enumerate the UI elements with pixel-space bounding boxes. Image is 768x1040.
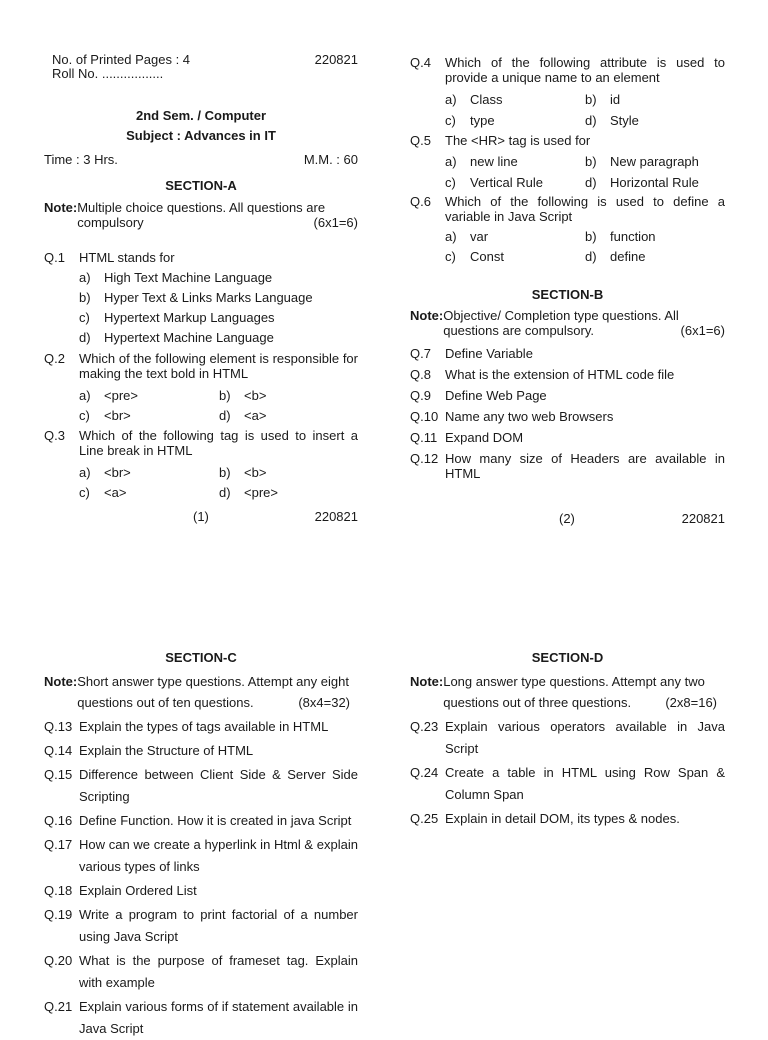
paper-code: 220821 — [681, 511, 725, 526]
question-text: The <HR> tag is used for — [445, 133, 591, 148]
question-q18: Q.18 Explain Ordered List — [44, 883, 197, 898]
roll-no: Roll No. ................. — [52, 66, 164, 81]
option: c) <a> — [79, 485, 127, 500]
q4-options — [410, 89, 725, 131]
note-text: Objective/ Completion type questions. All — [443, 308, 679, 323]
note-label: Note: — [410, 308, 444, 323]
header-row — [44, 53, 358, 67]
question-text: Which of the following is used to define a variable in Java Script — [445, 194, 725, 224]
option: d) <pre> — [219, 485, 278, 500]
time: Time : 3 Hrs. — [44, 152, 118, 167]
option: c) <br> — [79, 408, 131, 423]
page-footer — [410, 511, 725, 526]
question-number: Q.1 — [44, 250, 65, 265]
option: d) Hypertext Machine Language — [79, 330, 274, 345]
section-a-heading: SECTION-A — [165, 178, 237, 193]
question-q10: Q.10 Name any two web Browsers — [410, 409, 614, 424]
option: c) Hypertext Markup Languages — [79, 310, 275, 325]
question-q1 — [44, 248, 358, 268]
time-marks-row — [44, 152, 358, 168]
question-q17: Q.17 How can we create a hyperlink in Html & explain various types of links — [44, 837, 358, 874]
question-q11: Q.11 Expand DOM — [410, 430, 524, 445]
question-number: Q.3 — [44, 428, 65, 443]
question-q4 — [410, 55, 725, 85]
page-4 — [410, 649, 725, 829]
q6-options — [410, 227, 725, 267]
marks: (8x4=32) — [298, 695, 350, 710]
section-a-note — [44, 200, 358, 230]
option: d) define — [585, 249, 646, 264]
note-label: Note: — [44, 200, 78, 215]
note-text: compulsory — [77, 215, 144, 230]
question-q19: Q.19 Write a program to print factorial of a number using Java Script — [44, 907, 358, 944]
page-1 — [44, 53, 358, 524]
question-text: Which of the following attribute is used to provide a unique name to an element — [445, 55, 725, 85]
section-c-questions — [44, 716, 358, 1040]
page-number: (1) — [193, 509, 209, 524]
note-label: Note: — [410, 674, 444, 689]
question-number: Q.5 — [410, 133, 431, 148]
question-q15: Q.15 Difference between Client Side & Server Side Scripting — [44, 767, 358, 804]
section-b-heading: SECTION-B — [531, 287, 604, 302]
option: b) <b> — [219, 465, 267, 480]
option: b) id — [585, 92, 621, 107]
max-marks: M.M. : 60 — [303, 152, 358, 167]
option: a) <pre> — [79, 388, 138, 403]
question-q9: Q.9 Define Web Page — [410, 388, 547, 403]
question-q5 — [410, 131, 725, 151]
note-text: Multiple choice questions. All questions are — [77, 200, 326, 215]
option: b) <b> — [219, 388, 267, 403]
question-q23: Q.23 Explain various operators available in Java Script — [410, 719, 725, 756]
section-b-questions — [410, 343, 725, 481]
question-text: Which of the following tag is used to insert a Line break in HTML — [79, 428, 358, 458]
section-d-questions — [410, 716, 725, 829]
option: b) function — [585, 229, 656, 244]
section-b-note — [410, 308, 725, 338]
option: b) New paragraph — [585, 154, 699, 169]
note-label: Note: — [44, 674, 78, 689]
question-q3 — [44, 428, 358, 458]
question-number: Q.6 — [410, 194, 431, 209]
option: a) <br> — [79, 465, 131, 480]
marks: (2x8=16) — [665, 695, 717, 710]
question-q7: Q.7 Define Variable — [410, 346, 533, 361]
question-q14: Q.14 Explain the Structure of HTML — [44, 743, 254, 758]
semester: 2nd Sem. / Computer — [135, 108, 267, 123]
page-footer — [44, 509, 358, 524]
option: d) Style — [585, 113, 639, 128]
q1-options — [44, 268, 358, 348]
note-text: questions out of three questions. — [443, 695, 632, 710]
q3-options — [44, 463, 358, 503]
question-q21: Q.21 Explain various forms of if statement available in Java Script — [44, 999, 358, 1036]
option: d) Horizontal Rule — [585, 175, 699, 190]
q2-options — [44, 386, 358, 426]
section-d-note — [410, 671, 725, 713]
option: c) Vertical Rule — [445, 175, 543, 190]
option: c) type — [445, 113, 495, 128]
marks: (6x1=6) — [680, 323, 725, 338]
page-number: (2) — [559, 511, 575, 526]
page-3 — [44, 649, 358, 1040]
question-q2 — [44, 351, 358, 381]
option: b) Hyper Text & Links Marks Language — [79, 290, 313, 305]
option: d) <a> — [219, 408, 267, 423]
q5-options — [410, 151, 725, 193]
question-q24: Q.24 Create a table in HTML using Row Span & Column Span — [410, 765, 725, 802]
question-q8: Q.8 What is the extension of HTML code file — [410, 367, 675, 382]
question-q25: Q.25 Explain in detail DOM, its types & nodes. — [410, 811, 680, 826]
question-q20: Q.20 What is the purpose of frameset tag. Explain with example — [44, 953, 358, 990]
question-number: Q.2 — [44, 351, 65, 366]
question-text: Which of the following element is responsible for making the text bold in HTML — [79, 351, 358, 381]
section-c-note — [44, 671, 358, 713]
marks: (6x1=6) — [313, 215, 358, 230]
note-text: questions out of ten questions. — [77, 695, 254, 710]
section-c-heading: SECTION-C — [165, 650, 237, 665]
question-q16: Q.16 Define Function. How it is created in java Script — [44, 813, 352, 828]
printed-pages: No. of Printed Pages : 4 — [52, 52, 191, 67]
paper-code: 220821 — [314, 509, 358, 524]
option: a) High Text Machine Language — [79, 270, 273, 285]
note-text: questions are compulsory. — [443, 323, 594, 338]
section-d-heading: SECTION-D — [531, 650, 604, 665]
note-text: Short answer type questions. Attempt any eight — [77, 674, 349, 689]
paper-code: 220821 — [314, 52, 358, 67]
option: a) new line — [445, 154, 518, 169]
subject: Subject : Advances in IT — [126, 128, 276, 143]
option: c) Const — [445, 249, 504, 264]
question-q12: Q.12 How many size of Headers are available in HTML — [410, 451, 725, 481]
note-text: Long answer type questions. Attempt any two — [443, 674, 705, 689]
question-q6 — [410, 194, 725, 224]
option: a) var — [445, 229, 489, 244]
option: a) Class — [445, 92, 503, 107]
page-2 — [410, 55, 725, 526]
question-number: Q.4 — [410, 55, 431, 70]
question-q13: Q.13 Explain the types of tags available in HTML — [44, 719, 329, 734]
question-text: HTML stands for — [79, 250, 175, 265]
